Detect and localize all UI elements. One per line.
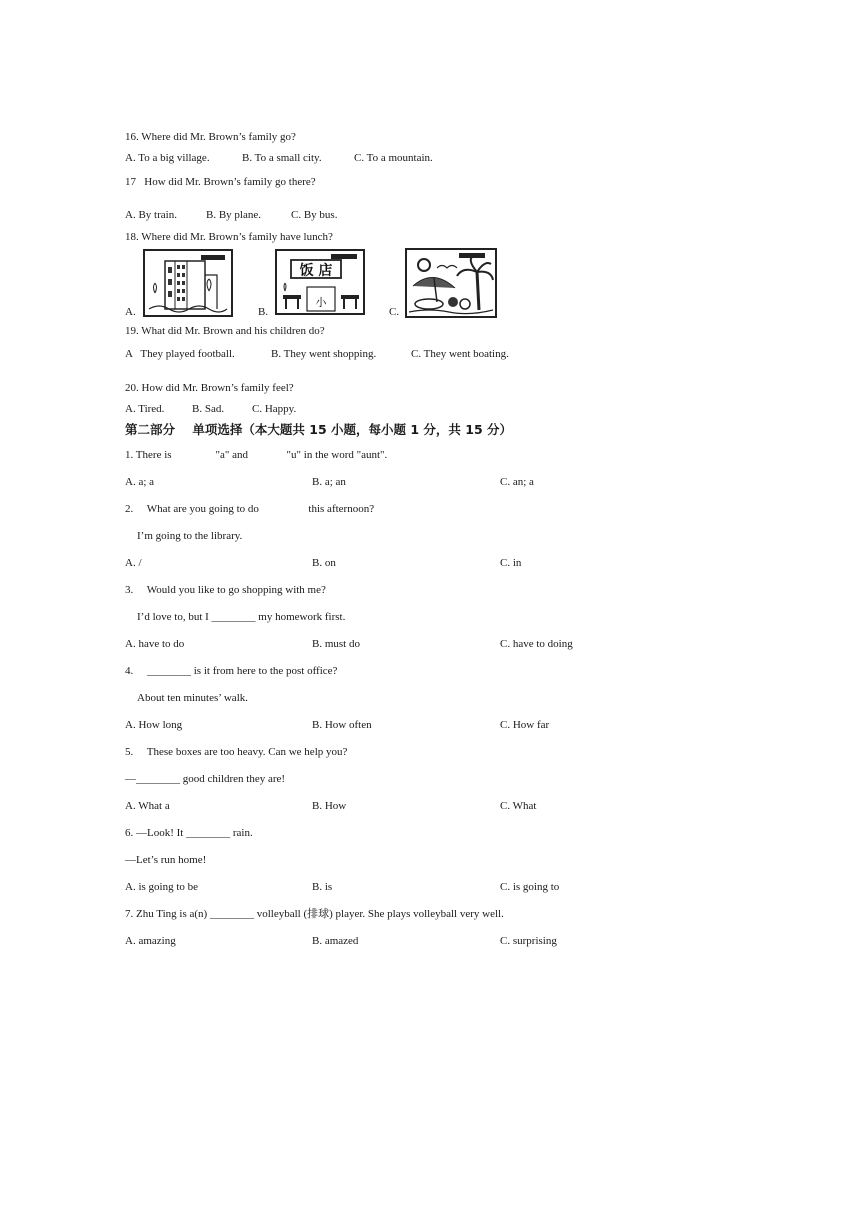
- question-3-stem: 3. Would you like to go shopping with me?: [125, 584, 326, 596]
- q3-reply: I’d love to, but I ________ my homework first.: [137, 611, 346, 623]
- q20-option-b: B. Sad.: [192, 403, 225, 415]
- q17-option-c: C. By bus.: [291, 209, 338, 221]
- q17-option-b: B. By plane.: [206, 209, 261, 221]
- q1-option-b: B. a; an: [312, 476, 346, 488]
- q5-option-c: C. What: [500, 800, 537, 812]
- q3-option-c: C. have to doing: [500, 638, 573, 650]
- q2-option-a: A. /: [125, 557, 142, 569]
- q7-option-a: A. amazing: [125, 935, 176, 947]
- q19-option-b: B. They went shopping.: [271, 348, 377, 360]
- q18-option-b: B.: [258, 306, 269, 318]
- q6-option-a: A. is going to be: [125, 881, 199, 893]
- q1-option-a: A. a; a: [125, 476, 155, 488]
- q3-option-b: B. must do: [312, 638, 360, 650]
- q18-option-a: A.: [125, 306, 136, 318]
- q6-option-c: C. is going to: [500, 881, 560, 893]
- restaurant-picture: [275, 249, 365, 315]
- q17-option-a: A. By train.: [125, 209, 177, 221]
- q3-option-a: A. have to do: [125, 638, 185, 650]
- question-17-stem: 17 How did Mr. Brown’s family go there?: [125, 176, 316, 188]
- q2-option-b: B. on: [312, 557, 336, 569]
- q2-option-c: C. in: [500, 557, 522, 569]
- q4-option-b: B. How often: [312, 719, 372, 731]
- q16-option-a: A. To a big village.: [125, 152, 210, 164]
- q20-option-a: A. Tired.: [125, 403, 165, 415]
- q4-option-a: A. How long: [125, 719, 183, 731]
- q5-reply: —________ good children they are!: [125, 773, 286, 785]
- section-heading: 第二部分 单项选择（本大题共 15 小题，每小题 1 分，共 15 分）: [125, 422, 513, 437]
- q20-option-c: C. Happy.: [252, 403, 297, 415]
- q18-option-c: C.: [389, 306, 400, 318]
- q1-option-c: C. an; a: [500, 476, 534, 488]
- question-19-stem: 19. What did Mr. Brown and his children do?: [125, 325, 325, 337]
- q19-option-a: A They played football.: [125, 348, 235, 360]
- q6-reply: —Let’s run home!: [125, 854, 207, 866]
- hotel-building-picture: [143, 249, 233, 317]
- q7-option-b: B. amazed: [312, 935, 359, 947]
- restaurant-sign-text: 饭 店: [299, 263, 333, 279]
- q2-reply: I’m going to the library.: [137, 530, 243, 542]
- question-6-stem: 6. —Look! It ________ rain.: [125, 827, 253, 839]
- q16-option-c: C. To a mountain.: [354, 152, 433, 164]
- q19-option-c: C. They went boating.: [411, 348, 509, 360]
- q5-option-b: B. How: [312, 800, 347, 812]
- q7-option-c: C. surprising: [500, 935, 557, 947]
- question-18-stem: 18. Where did Mr. Brown’s family have lunch?: [125, 231, 333, 243]
- question-20-stem: 20. How did Mr. Brown’s family feel?: [125, 382, 294, 394]
- restaurant-door-text: 小: [315, 296, 327, 309]
- question-5-stem: 5. These boxes are too heavy. Can we help you?: [125, 746, 348, 758]
- q5-option-a: A. What a: [125, 800, 170, 812]
- question-1-stem: 1. There is "a" and "u" in the word "aunt".: [125, 449, 388, 461]
- question-2-stem: 2. What are you going to do this afternoon?: [125, 503, 375, 515]
- beach-picture: [405, 248, 497, 318]
- q6-option-b: B. is: [312, 881, 333, 893]
- question-16-stem: 16. Where did Mr. Brown’s family go?: [125, 131, 296, 143]
- question-4-stem: 4. ________ is it from here to the post office?: [125, 665, 338, 677]
- question-7-stem: 7. Zhu Ting is a(n) ________ volleyball (排球) player. She plays volleyball very well.: [125, 908, 504, 920]
- q16-option-b: B. To a small city.: [242, 152, 322, 164]
- q4-option-c: C. How far: [500, 719, 550, 731]
- q4-reply: About ten minutes’ walk.: [137, 692, 248, 704]
